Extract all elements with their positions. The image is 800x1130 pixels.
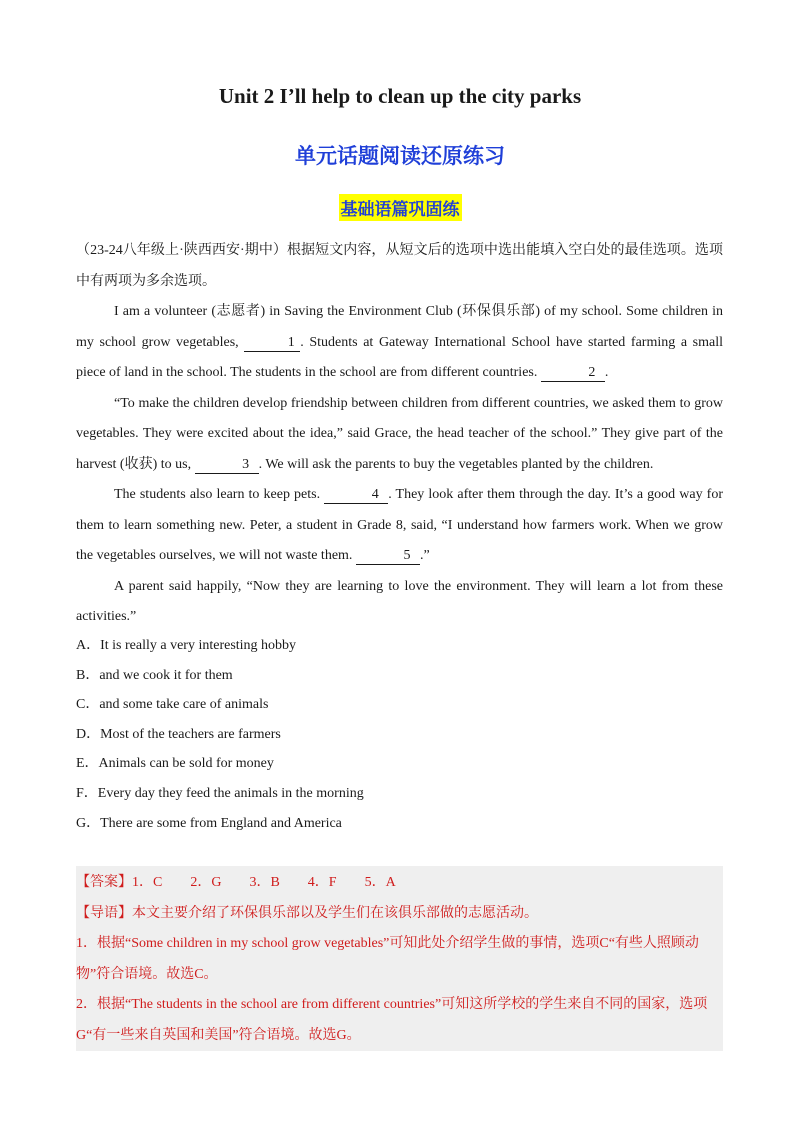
answer-key: 【答案】1．C 2．G 3．B 4．F 5．A	[76, 875, 396, 890]
option-e: E．Animals can be sold for money	[76, 756, 274, 772]
instructions: （23-24八年级上·陕西西安·期中）根据短文内容，从短文后的选项中选出能填入空白处的最佳选项。选项中有两项为多余选项。	[76, 243, 723, 289]
paragraph-text: . Students at Gateway International School have started farming a small piece of land in the school. The students in the school are from different countries.	[76, 334, 724, 380]
option-g: G．There are some from England and America	[76, 815, 342, 831]
option-d: D．Most of the teachers are farmers	[76, 726, 281, 742]
blank-4: 4	[324, 487, 388, 504]
paragraph-4: A parent said happily, “Now they are learning to love the environment. They will learn a lot from these activities.”	[76, 578, 723, 624]
paragraph-3	[76, 480, 723, 572]
document-title: Unit 2 I’ll help to clean up the city parks	[218, 84, 582, 108]
paragraph-text: .	[604, 365, 609, 380]
option-b: B．and we cook it for them	[76, 667, 233, 683]
paragraph-text: The students also learn to keep pets.	[114, 487, 321, 502]
answer-guide: 【导语】本文主要介绍了环保俱乐部以及学生们在该俱乐部做的志愿活动。	[76, 905, 538, 921]
blank-3: 3	[195, 457, 259, 474]
blank-1: 1	[244, 335, 300, 352]
options-list	[76, 631, 364, 838]
paragraph-text: . We will ask the parents to buy the vegetables planted by the children.	[258, 456, 654, 472]
option-a: A．It is really a very interesting hobby	[76, 638, 297, 653]
passage	[76, 236, 723, 633]
option-f: F．Every day they feed the animals in the morning	[76, 785, 364, 801]
document-subtitle: 单元话题阅读还原练习	[295, 144, 505, 168]
paragraph-1	[76, 297, 723, 389]
option-c: C．and some take care of animals	[76, 697, 269, 713]
explanation-1: 1．根据“Some children in my school grow vegetables”可知此处介绍学生做的事情，选项C“有些人照顾动物”符合语境。故选C。	[76, 936, 699, 982]
explanation-2: 2．根据“The students in the school are from different countries”可知这所学校的学生来自不同的国家，选项G“有一些来自英国和美国”符合语境。故选G。	[76, 997, 708, 1043]
paragraph-text: “To make the children develop friendship between children from different countries, we asked them to grow vegetables. They were excited about the idea,” said Grace, the head teacher of the school.” They give part of the harvest (收获) to us,	[76, 395, 723, 472]
paragraph-2	[76, 389, 723, 481]
answer-box	[76, 866, 723, 1051]
paragraph-text: . They look after them through the day. It’s a good way for them to learn something new. Peter, a student in Grade 8, said, “I understand how farmers work. When we grow the vegetables ourselves, we will not waste them.	[76, 487, 724, 563]
section-heading-wrap	[0, 194, 800, 221]
section-heading: 基础语篇巩固练	[339, 194, 462, 221]
paragraph-text: .”	[419, 548, 430, 563]
paragraph-text: I am a volunteer (志愿者) in Saving the Environment Club (环保俱乐部) of my school. Some children in my school grow vegetables,	[76, 304, 723, 350]
blank-2: 2	[541, 365, 605, 382]
blank-5: 5	[356, 548, 420, 565]
